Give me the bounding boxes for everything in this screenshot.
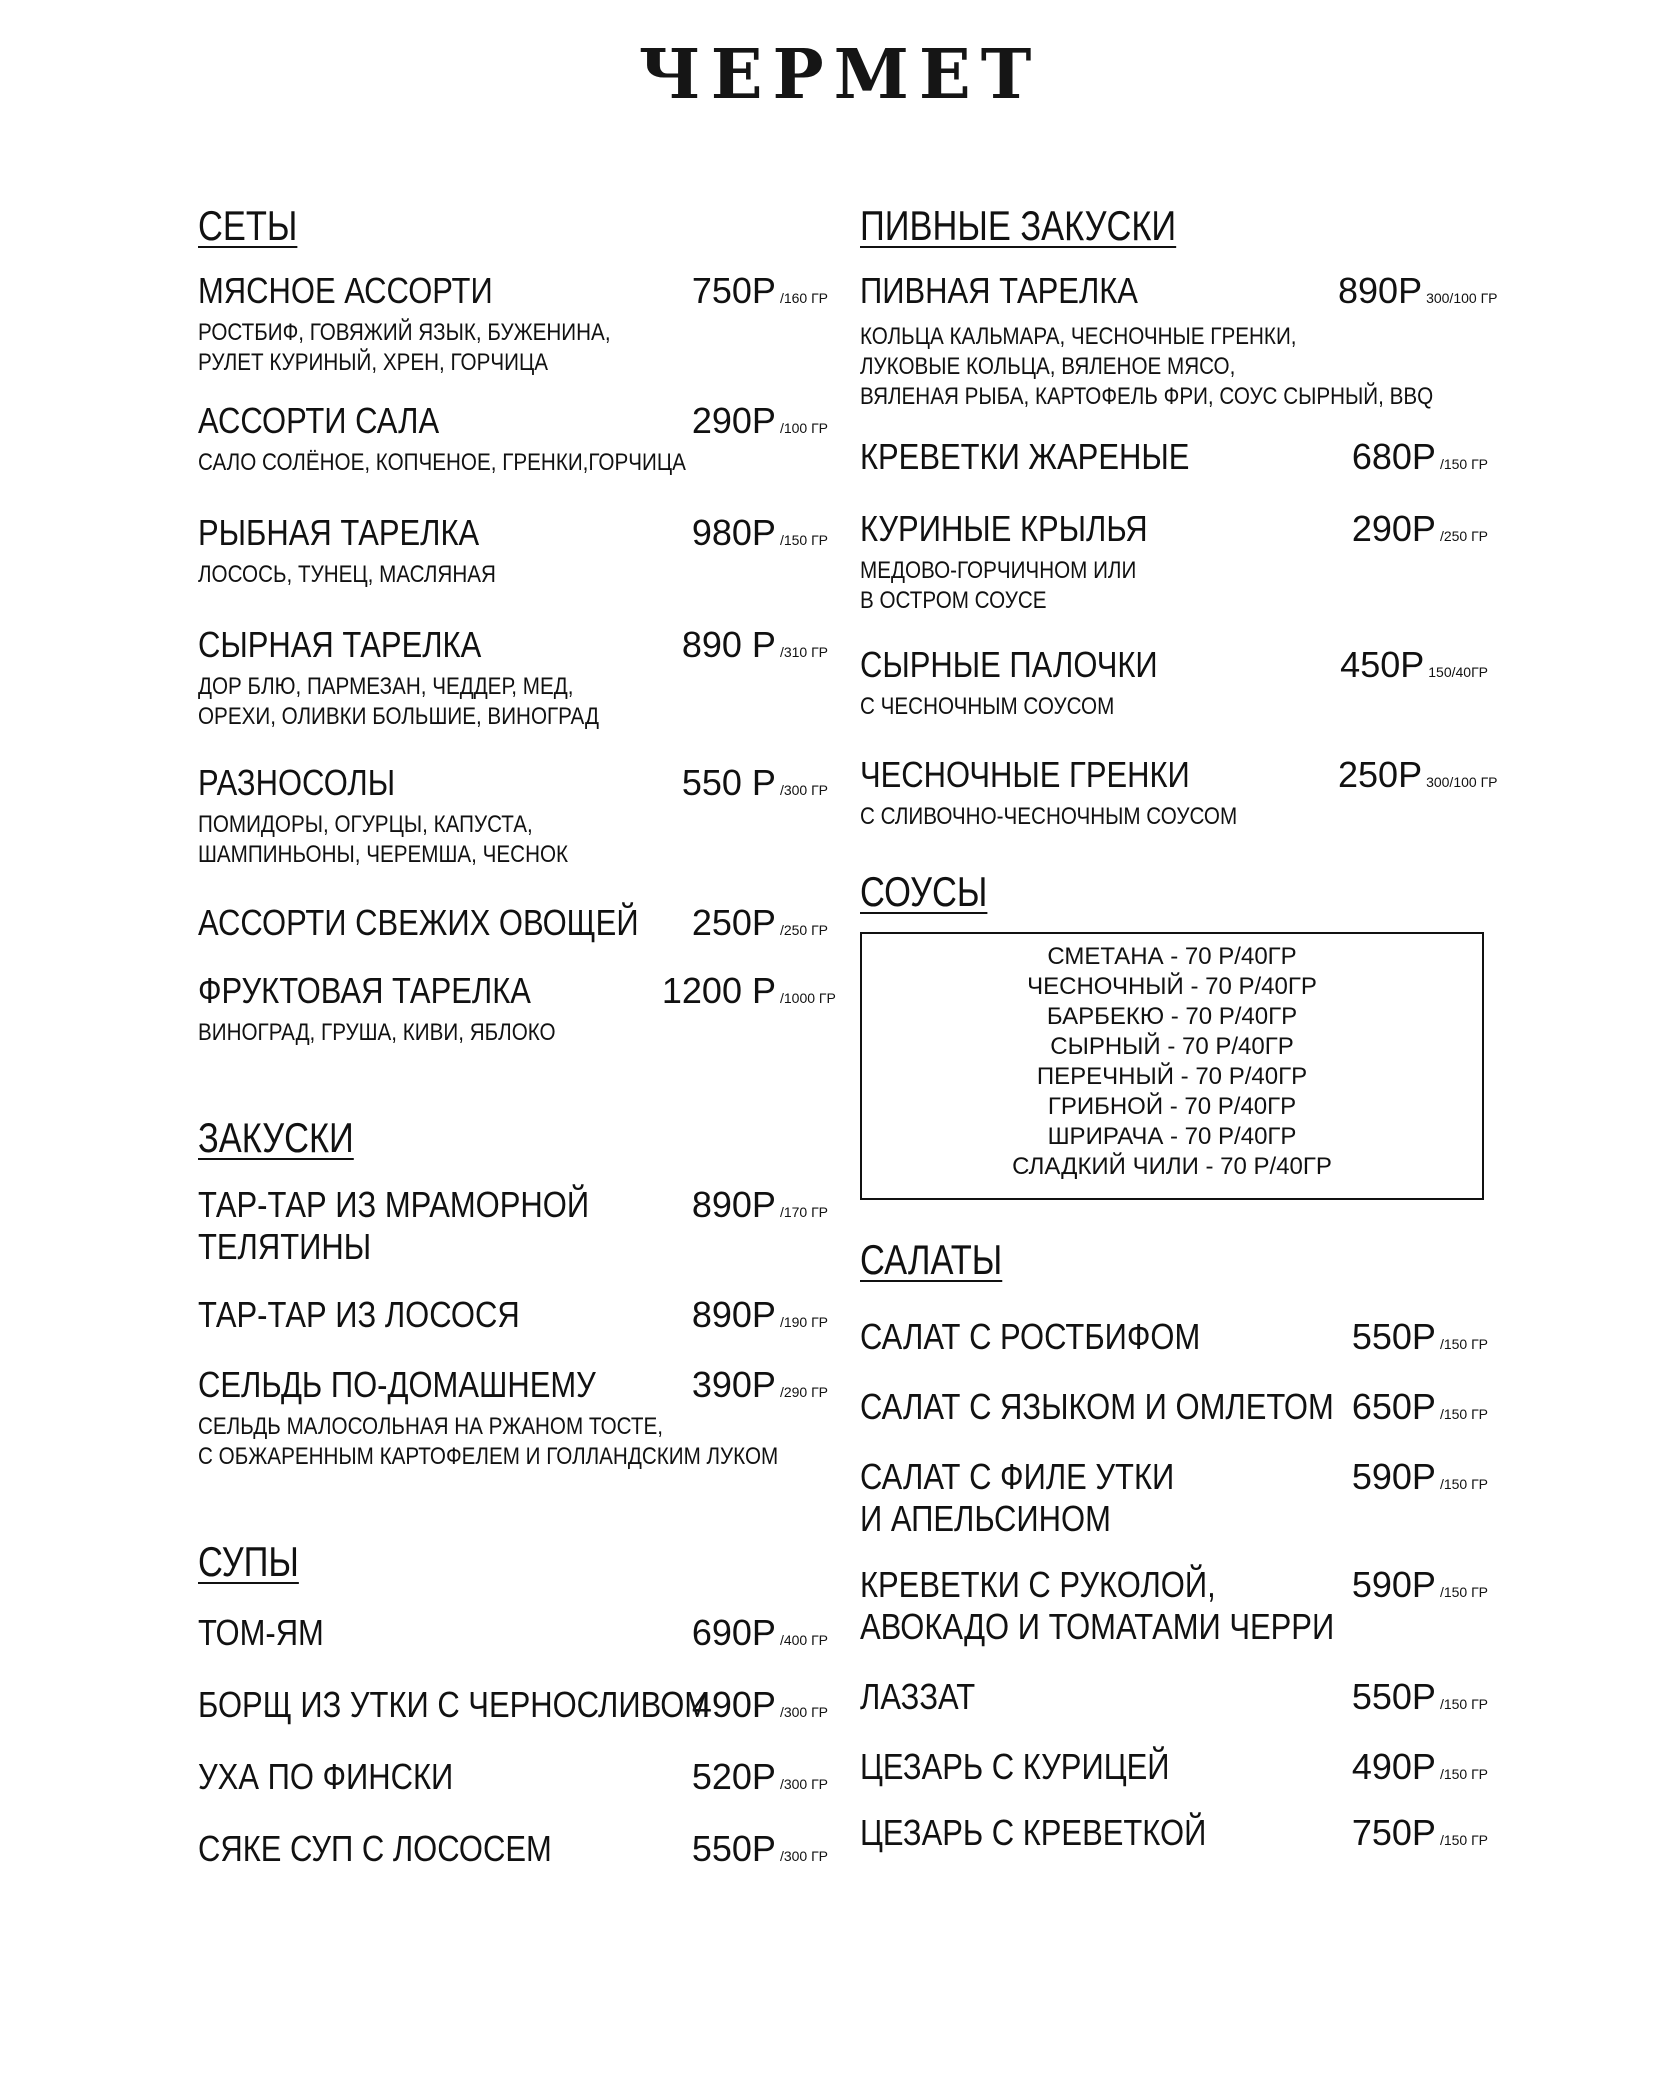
sauce-line: СЛАДКИЙ ЧИЛИ - 70 Р/40ГР xyxy=(1012,1153,1332,1180)
item-weight: /150 ГР xyxy=(1439,1406,1488,1422)
item-weight: /150 ГР xyxy=(779,532,828,548)
item-name: АССОРТИ САЛА xyxy=(198,400,440,441)
menu-item xyxy=(198,1756,828,1798)
item-price: 890Р xyxy=(1338,270,1423,311)
item-name: КРЕВЕТКИ С РУКОЛОЙ, xyxy=(860,1564,1216,1605)
menu-item xyxy=(198,902,828,944)
item-price: 690Р xyxy=(691,1612,776,1653)
menu-item xyxy=(198,270,828,378)
logo: ЧЕРМЕТ xyxy=(638,35,1042,115)
item-name: ПИВНАЯ ТАРЕЛКА xyxy=(860,270,1138,311)
menu-item xyxy=(860,1812,1488,1854)
item-name: РЫБНАЯ ТАРЕЛКА xyxy=(198,512,480,553)
item-desc: ЛОСОСЬ, ТУНЕЦ, МАСЛЯНАЯ xyxy=(198,561,496,588)
item-price: 680Р xyxy=(1351,436,1436,477)
item-weight: /160 ГР xyxy=(779,290,828,306)
item-price: 290Р xyxy=(691,400,776,441)
item-name: САЛАТ С РОСТБИФОМ xyxy=(860,1316,1201,1357)
sauce-line: ГРИБНОЙ - 70 Р/40ГР xyxy=(1047,1093,1297,1120)
item-name: СЫРНЫЕ ПАЛОЧКИ xyxy=(860,644,1158,685)
item-price: 490Р xyxy=(1351,1746,1436,1787)
item-price: 490Р xyxy=(691,1684,776,1725)
item-desc: МЕДОВО-ГОРЧИЧНОМ ИЛИ В ОСТРОМ СОУСЕ xyxy=(860,557,1137,614)
item-name: САЛАТ С ФИЛЕ УТКИ xyxy=(860,1456,1175,1497)
item-weight: 150/40ГР xyxy=(1428,664,1488,680)
item-price: 550Р xyxy=(1351,1316,1436,1357)
item-name: ЛАЗЗАТ xyxy=(860,1676,976,1717)
item-price: 390Р xyxy=(691,1364,776,1405)
item-name-line2: АВОКАДО И ТОМАТАМИ ЧЕРРИ xyxy=(860,1606,1335,1647)
item-weight: /250 ГР xyxy=(1439,528,1488,544)
left-column xyxy=(198,200,836,1870)
item-price: 590Р xyxy=(1351,1564,1436,1605)
item-name: СЯКЕ СУП С ЛОСОСЕМ xyxy=(198,1828,552,1869)
item-weight: /150 ГР xyxy=(1439,1336,1488,1352)
item-name: КРЕВЕТКИ ЖАРЕНЫЕ xyxy=(860,436,1190,477)
item-price: 550Р xyxy=(691,1828,776,1869)
item-price: 550 Р xyxy=(681,762,776,803)
menu-item xyxy=(860,1676,1488,1718)
item-name: ТОМ-ЯМ xyxy=(198,1612,324,1653)
item-price: 750Р xyxy=(691,270,776,311)
item-weight: /150 ГР xyxy=(1439,456,1488,472)
item-desc: С СЛИВОЧНО-ЧЕСНОЧНЫМ СОУСОМ xyxy=(860,803,1238,830)
item-desc: СЕЛЬДЬ МАЛОСОЛЬНАЯ НА РЖАНОМ ТОСТЕ, С ОБЖАРЕННЫМ КАРТОФЕЛЕМ И ГОЛЛАНДСКИМ ЛУКОМ xyxy=(198,1413,779,1470)
item-weight: /190 ГР xyxy=(779,1314,828,1330)
item-weight: /170 ГР xyxy=(779,1204,828,1220)
menu-item xyxy=(860,644,1488,722)
item-name: ЦЕЗАРЬ С КУРИЦЕЙ xyxy=(860,1746,1170,1787)
item-price: 1200 Р xyxy=(661,970,776,1011)
section-title-snacks: ЗАКУСКИ xyxy=(198,1114,354,1161)
menu-item xyxy=(860,436,1488,478)
item-price: 750Р xyxy=(1351,1812,1436,1853)
item-name: МЯСНОЕ АССОРТИ xyxy=(198,270,493,311)
menu-item xyxy=(198,400,828,478)
item-desc: КОЛЬЦА КАЛЬМАРА, ЧЕСНОЧНЫЕ ГРЕНКИ, ЛУКОВЫЕ КОЛЬЦА, ВЯЛЕНОЕ МЯСО, ВЯЛЕНАЯ РЫБА, КАРТОФЕЛЬ ФРИ, СОУС СЫРНЫЙ, BBQ xyxy=(860,323,1434,410)
item-weight: /300 ГР xyxy=(779,1848,828,1864)
item-price: 890 Р xyxy=(681,624,776,665)
item-weight: /250 ГР xyxy=(779,922,828,938)
item-desc: РОСТБИФ, ГОВЯЖИЙ ЯЗЫК, БУЖЕНИНА, РУЛЕТ КУРИНЫЙ, ХРЕН, ГОРЧИЦА xyxy=(198,319,611,376)
menu-item xyxy=(860,754,1498,832)
section-title-sets: СЕТЫ xyxy=(198,202,298,249)
item-weight: /150 ГР xyxy=(1439,1476,1488,1492)
section-title-salads: САЛАТЫ xyxy=(860,1236,1003,1283)
item-weight: /300 ГР xyxy=(779,782,828,798)
menu-item xyxy=(860,1456,1488,1540)
item-weight: /310 ГР xyxy=(779,644,828,660)
item-desc: САЛО СОЛЁНОЕ, КОПЧЕНОЕ, ГРЕНКИ,ГОРЧИЦА xyxy=(198,449,686,476)
menu-item xyxy=(860,270,1498,412)
item-price: 590Р xyxy=(1351,1456,1436,1497)
menu-item xyxy=(860,508,1488,616)
item-desc: ДОР БЛЮ, ПАРМЕЗАН, ЧЕДДЕР, МЕД, ОРЕХИ, ОЛИВКИ БОЛЬШИЕ, ВИНОГРАД xyxy=(198,673,599,730)
item-weight: /150 ГР xyxy=(1439,1832,1488,1848)
menu-item xyxy=(198,1364,828,1472)
item-name: СЕЛЬДЬ ПО-ДОМАШНЕМУ xyxy=(198,1364,596,1405)
item-name: САЛАТ С ЯЗЫКОМ И ОМЛЕТОМ xyxy=(860,1386,1334,1427)
item-weight: /100 ГР xyxy=(779,420,828,436)
item-name: УХА ПО ФИНСКИ xyxy=(198,1756,454,1797)
sauce-line: БАРБЕКЮ - 70 Р/40ГР xyxy=(1046,1003,1298,1030)
menu-item xyxy=(198,512,828,590)
item-name: КУРИНЫЕ КРЫЛЬЯ xyxy=(860,508,1148,549)
section-title-sauces: СОУСЫ xyxy=(860,868,988,915)
item-weight: /400 ГР xyxy=(779,1632,828,1648)
menu-item xyxy=(198,624,828,732)
item-desc: С ЧЕСНОЧНЫМ СОУСОМ xyxy=(860,693,1115,720)
item-price: 520Р xyxy=(691,1756,776,1797)
item-price: 250Р xyxy=(1338,754,1423,795)
item-weight: 300/100 ГР xyxy=(1426,774,1498,790)
item-price: 290Р xyxy=(1351,508,1436,549)
menu-item xyxy=(198,1294,828,1336)
item-weight: /150 ГР xyxy=(1439,1584,1488,1600)
menu-item xyxy=(198,970,836,1048)
item-weight: /300 ГР xyxy=(779,1704,828,1720)
section-title-soups: СУПЫ xyxy=(198,1538,299,1585)
sauce-line: СМЕТАНА - 70 Р/40ГР xyxy=(1047,943,1297,970)
item-price: 890Р xyxy=(691,1294,776,1335)
item-desc: ВИНОГРАД, ГРУША, КИВИ, ЯБЛОКО xyxy=(198,1019,556,1046)
right-column xyxy=(860,200,1498,1854)
menu-item xyxy=(198,1184,828,1268)
item-name-line2: И АПЕЛЬСИНОМ xyxy=(860,1498,1111,1539)
sauce-line: ПЕРЕЧНЫЙ - 70 Р/40ГР xyxy=(1036,1063,1308,1090)
menu-item xyxy=(198,1828,828,1870)
menu-item xyxy=(198,762,828,870)
item-name: ЦЕЗАРЬ С КРЕВЕТКОЙ xyxy=(860,1812,1207,1853)
item-name-line2: ТЕЛЯТИНЫ xyxy=(198,1226,372,1267)
item-weight: 300/100 ГР xyxy=(1426,290,1498,306)
item-name: ТАР-ТАР ИЗ МРАМОРНОЙ xyxy=(198,1184,590,1225)
menu-item xyxy=(860,1316,1488,1358)
item-price: 550Р xyxy=(1351,1676,1436,1717)
menu-item xyxy=(860,1386,1488,1428)
item-price: 450Р xyxy=(1340,644,1425,685)
item-weight: /150 ГР xyxy=(1439,1766,1488,1782)
item-name: ЧЕСНОЧНЫЕ ГРЕНКИ xyxy=(860,754,1190,795)
item-name: АССОРТИ СВЕЖИХ ОВОЩЕЙ xyxy=(198,902,639,943)
item-name: РАЗНОСОЛЫ xyxy=(198,762,396,803)
item-weight: /290 ГР xyxy=(779,1384,828,1400)
sauce-line: ЧЕСНОЧНЫЙ - 70 Р/40ГР xyxy=(1027,973,1317,1000)
menu-item xyxy=(860,1746,1488,1788)
item-name: БОРЩ ИЗ УТКИ С ЧЕРНОСЛИВОМ xyxy=(198,1684,711,1725)
item-price: 980Р xyxy=(691,512,776,553)
sauce-box xyxy=(860,932,1484,1200)
item-name: ТАР-ТАР ИЗ ЛОСОСЯ xyxy=(198,1294,520,1335)
section-title-beer-snacks: ПИВНЫЕ ЗАКУСКИ xyxy=(860,202,1177,249)
sauce-line: ШРИРАЧА - 70 Р/40ГР xyxy=(1047,1123,1297,1150)
menu-item xyxy=(198,1612,828,1654)
item-price: 890Р xyxy=(691,1184,776,1225)
menu-item xyxy=(860,1564,1488,1648)
item-weight: /1000 ГР xyxy=(780,990,836,1006)
item-name: СЫРНАЯ ТАРЕЛКА xyxy=(198,624,482,665)
item-desc: ПОМИДОРЫ, ОГУРЦЫ, КАПУСТА, ШАМПИНЬОНЫ, ЧЕРЕМША, ЧЕСНОК xyxy=(198,811,569,868)
item-price: 250Р xyxy=(691,902,776,943)
item-price: 650Р xyxy=(1351,1386,1436,1427)
sauce-line: СЫРНЫЙ - 70 Р/40ГР xyxy=(1050,1033,1294,1060)
item-weight: /150 ГР xyxy=(1439,1696,1488,1712)
menu-item xyxy=(198,1684,828,1726)
item-weight: /300 ГР xyxy=(779,1776,828,1792)
item-name: ФРУКТОВАЯ ТАРЕЛКА xyxy=(198,970,531,1011)
